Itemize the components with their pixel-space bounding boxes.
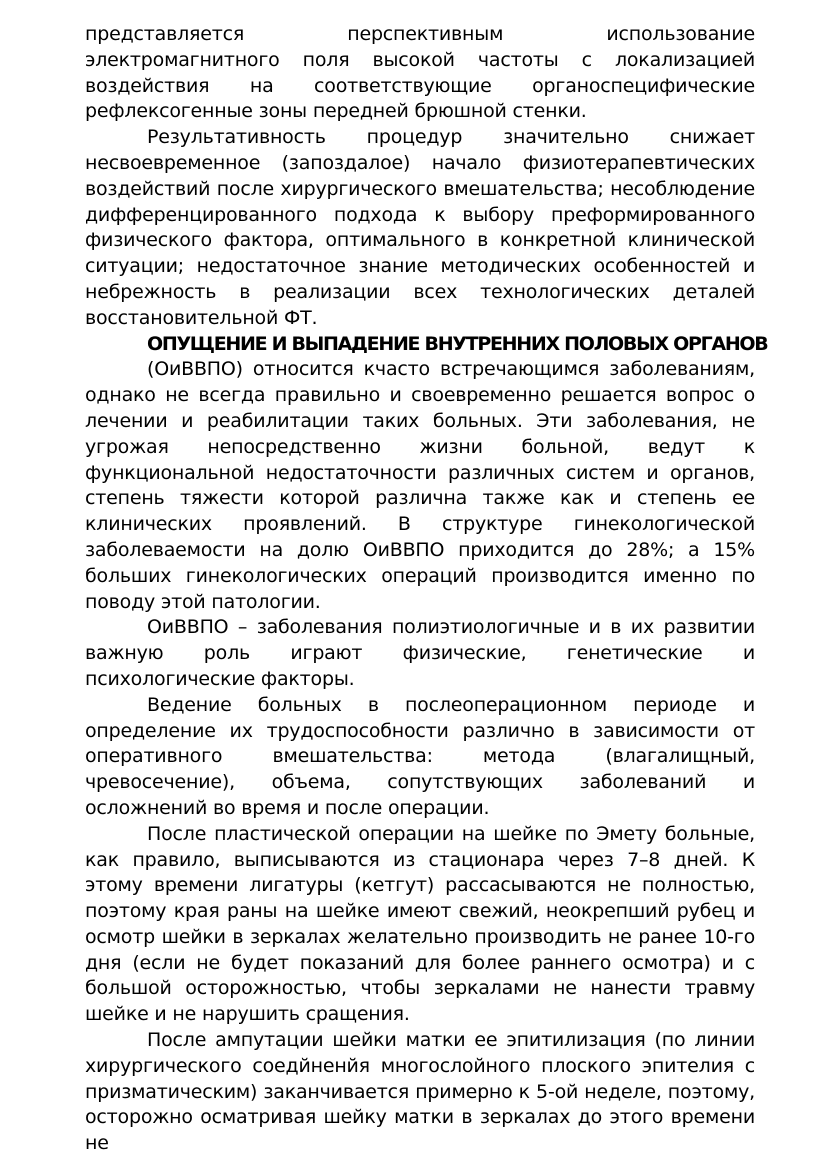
document-page — [85, 22, 768, 1157]
paragraph-postoperative-management: Ведение больных в послеоперационном периоде и определение их трудоспособности различно в зависимости от оперативного вмешательства: метода (влагалищный, чревосечение), объема, сопутствующих заболеваний и осложнений во время и после операции. — [85, 693, 755, 819]
paragraph-emmet-operation: После пластической операции на шейке по Эмету больные, как правило, выписываются из стационара через 7–8 дней. К этому времени лигатуры (кетгут) рассасываются не полностью, поэтому края раны на шейке имеют свежий, неокрепший рубец и осмотр шейки в зеркалах желательно производить не ранее 10-го дня (если не будет показаний для более раннего осмотра) и с большой осторожностью, чтобы зеркалами не нанести травму шейке и не нарушить сращения. — [85, 822, 755, 1026]
paragraph-intro-continuation: представляется перспективным использование электромагнитного поля высокой частоты с локализацией воздействия на соответствующие органоспецифические рефлексогенные зоны передней брюшной стенки. — [85, 23, 755, 123]
paragraph-effectiveness: Результативность процедур значительно снижает несвоевременное (запоздалое) начало физиотерапевтических воздействий после хирургического вмешательства; несоблюдение дифференцированного подхода к выбору преформированного физического фактора, оптимального в конкретной клинической ситуации; недостаточное знание методических особенностей и небрежность в реализации всех технологических деталей восстановительной ФТ. — [85, 126, 755, 329]
paragraph-etiology: ОиВВПО – заболевания полиэтиологичные и в их развитии важную роль играют физические, генетические и психологические факторы. — [85, 616, 755, 690]
paragraph-prevalence: (ОиВВПО) относится кчасто встречающимся заболеваниям, однако не всегда правильно и своевременно решается вопрос о лечении и реабилитации таких больных. Эти заболевания, не угрожая непосредственно жизни больной, ведут к функциональной недостаточности различных систем и органов, степень тяжести которой различна также как и степень ее клинических проявлений. В структуре гинекологической заболеваемости на долю ОиВВПО приходится до 28%; а 15% больших гинекологических операций производится именно по поводу этой патологии. — [85, 358, 755, 613]
section-heading: ОПУЩЕНИЕ И ВЫПАДЕНИЕ ВНУТРЕННИХ ПОЛОВЫХ ОРГАНОВ — [147, 332, 768, 355]
paragraph-cervix-amputation: После ампутации шейки матки ее эпитилизация (по линии хирургического соедйненйя многослойного плоского эпителия с призматическим) заканчивается примерно к 5-ой неделе, поэтому, осторожно осматривая шейку матки в зеркалах до этого времени не — [85, 1029, 755, 1155]
